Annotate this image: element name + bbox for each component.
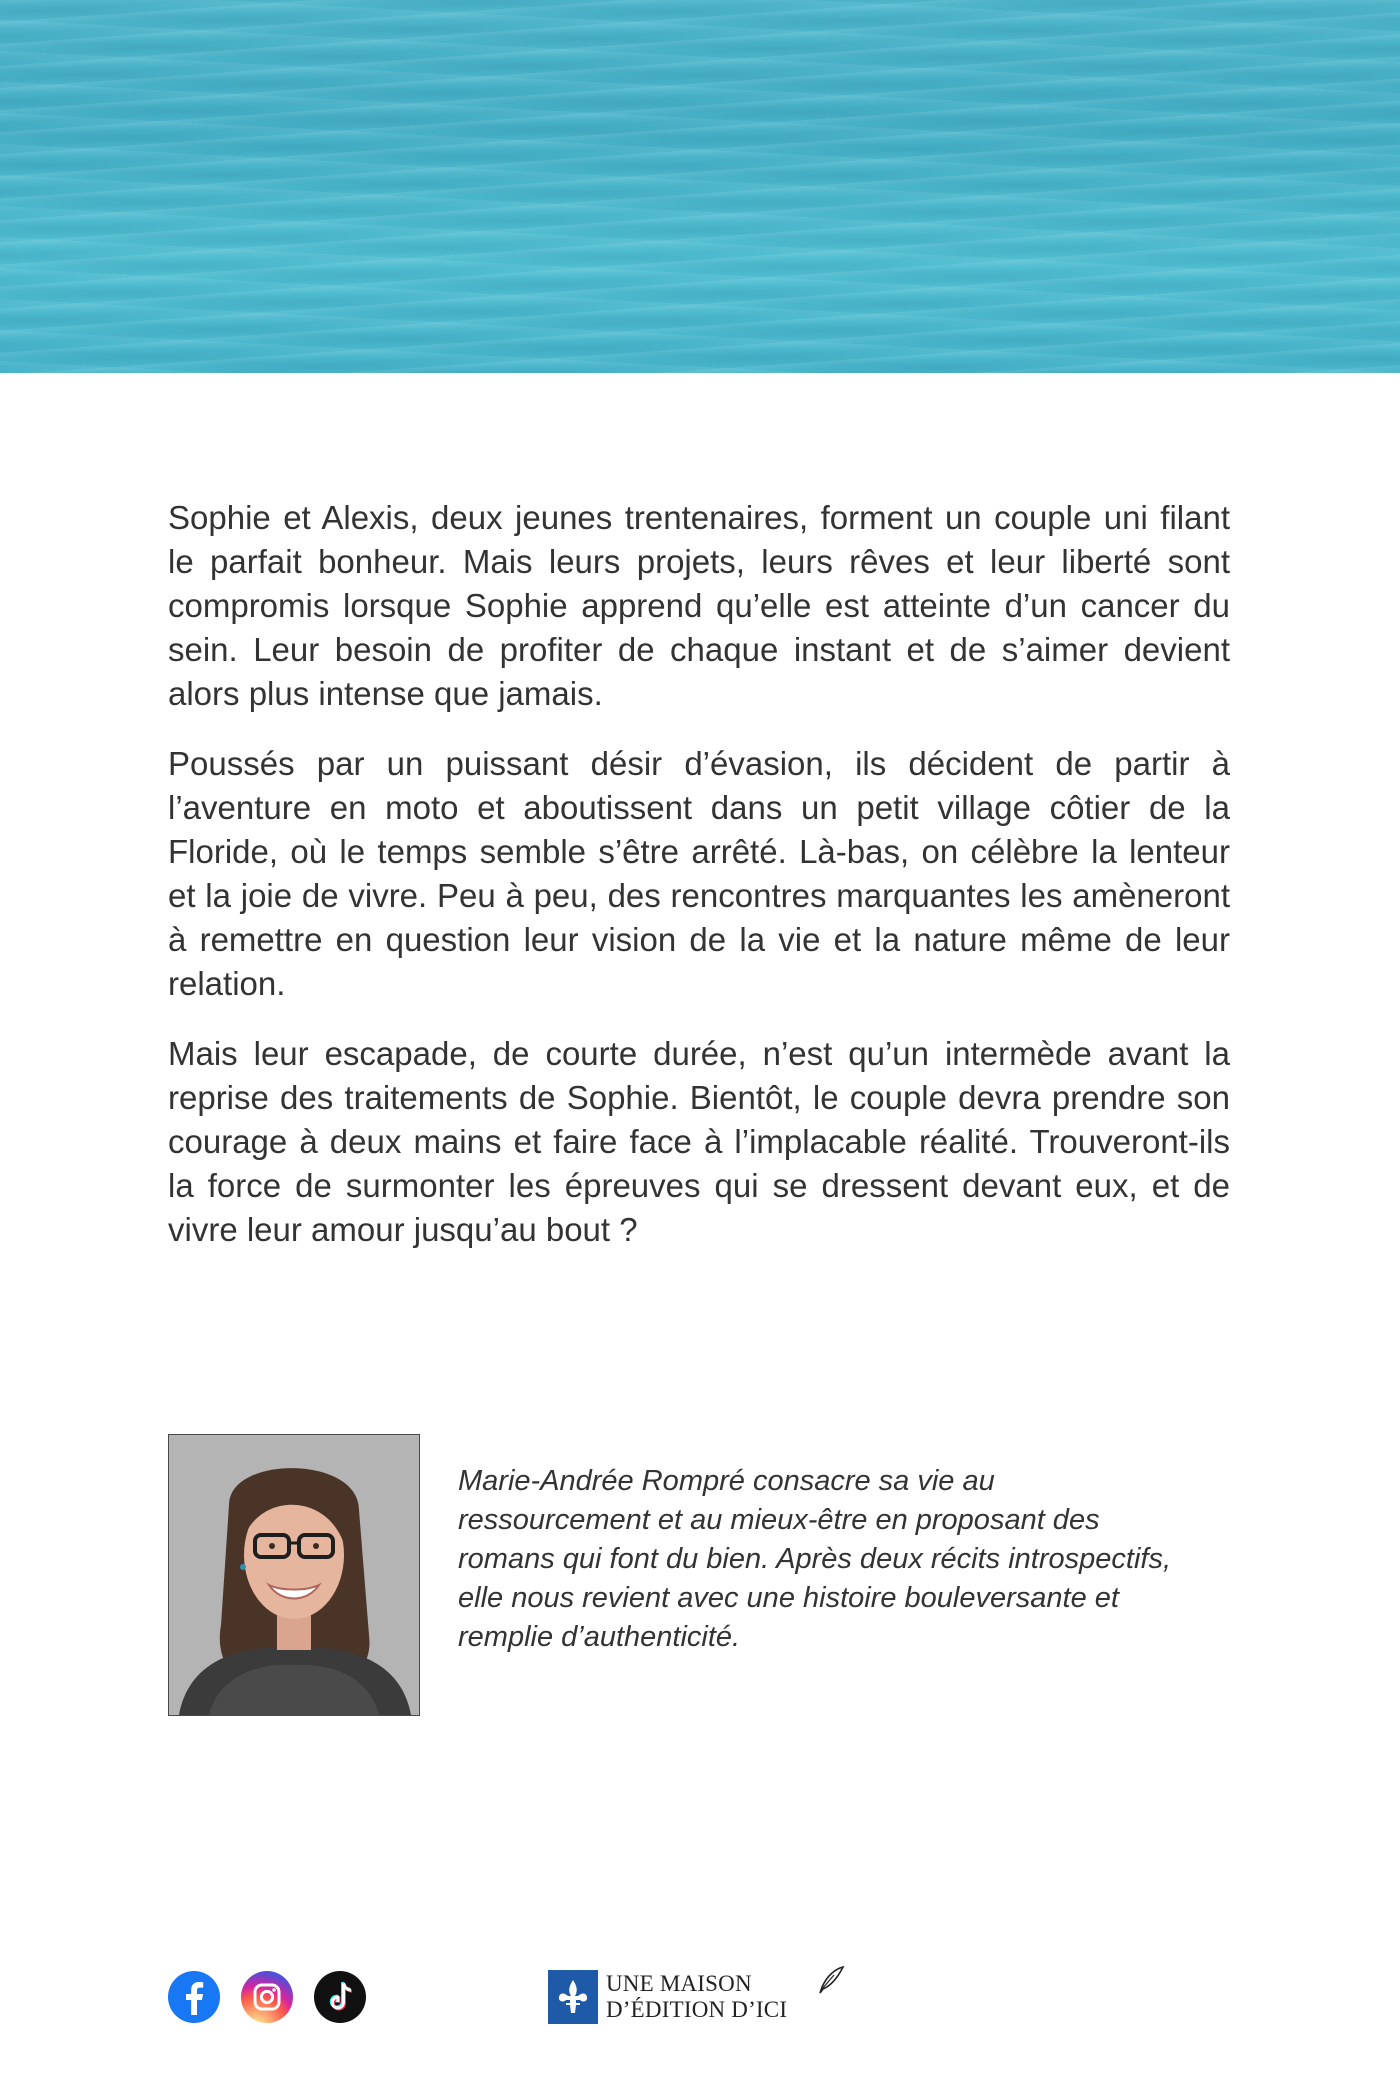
publisher-line-2: D’ÉDITION D’ICI: [606, 1997, 788, 2022]
publisher-logo: [548, 1969, 787, 2025]
back-cover-blurb: [168, 496, 1230, 1278]
ocean-header-image: [0, 0, 1400, 373]
blurb-paragraph-3: Mais leur escapade, de courte durée, n’est qu’un intermède avant la reprise des traitements de Sophie. Bientôt, le couple devra prendre son courage à deux mains et faire face à l’implacable réalité. Trouveront-ils la force de surmonter les épreuves qui se dressent devant eux, et de vivre leur amour jusqu’au bout ?: [168, 1035, 1230, 1248]
quill-icon: [816, 1965, 846, 1995]
author-bio: Marie-Andrée Rompré consacre sa vie au ressourcement et au mieux-être en proposant des romans qui font du bien. Après deux récits introspectifs, elle nous revient avec une histoire bouleversante et remplie d’authenticité.: [458, 1465, 1172, 1653]
blurb-paragraph-2: Poussés par un puissant désir d’évasion, ils décident de partir à l’aventure en moto et aboutissent dans un petit village côtier de la Floride, où le temps semble s’être arrêté. Là-bas, on célèbre la lenteur et la joie de vivre. Peu à peu, des rencontres marquantes les amèneront à remettre en question leur vision de la vie et la nature même de leur relation.: [168, 745, 1230, 1002]
social-links: [168, 1971, 366, 2023]
tiktok-icon[interactable]: [314, 1971, 366, 2023]
author-portrait-illustration: [169, 1435, 419, 1715]
blurb-paragraph-1: Sophie et Alexis, deux jeunes trentenaires, forment un couple uni filant le parfait bonheur. Mais leurs projets, leurs rêves et leur liberté sont compromis lorsque Sophie apprend qu’elle est atteinte d’un cancer du sein. Leur besoin de profiter de chaque instant et de s’aimer devient alors plus intense que jamais.: [168, 499, 1230, 712]
publisher-line-1: UNE MAISON: [606, 1971, 752, 1996]
instagram-icon[interactable]: [241, 1971, 293, 2023]
fleur-de-lis-icon: [548, 1970, 598, 2024]
author-photo: [168, 1434, 420, 1716]
facebook-icon[interactable]: [168, 1971, 220, 2023]
